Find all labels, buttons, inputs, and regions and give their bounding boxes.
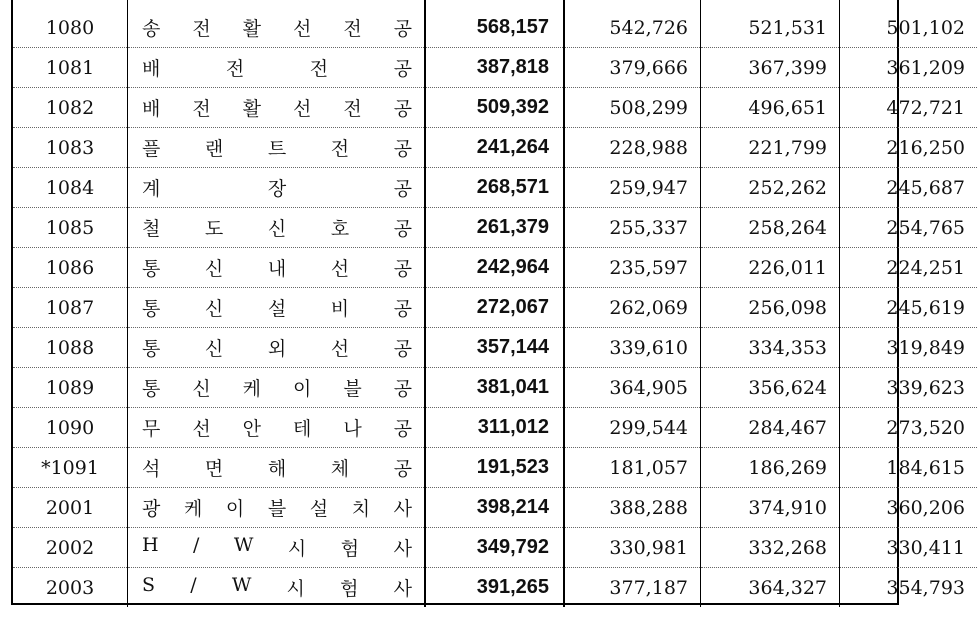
job-name-cell: [128, 48, 426, 88]
wage-prev-2-cell: 252,262: [701, 168, 840, 208]
job-name-text: 철 도 신 호 공: [142, 218, 412, 240]
wage-prev-3-cell: 245,619: [840, 288, 977, 328]
job-name-cell: [128, 568, 426, 608]
wage-prev-1-cell: 508,299: [564, 88, 701, 128]
wage-prev-1-cell: 379,666: [564, 48, 701, 88]
wage-prev-1-cell: 235,597: [564, 248, 701, 288]
wage-current-cell: 387,818: [425, 48, 564, 88]
job-name-text: 송 전 활 선 전 공: [142, 18, 412, 40]
table-row: [13, 8, 977, 48]
job-code-cell: 1087: [13, 288, 128, 328]
job-name-text: 통 신 설 비 공: [142, 298, 412, 320]
job-code-cell: 1089: [13, 368, 128, 408]
wage-current-cell: 191,523: [425, 448, 564, 488]
job-code-cell: 2001: [13, 488, 128, 528]
wage-prev-2-cell: 356,624: [701, 368, 840, 408]
job-name-text: 통 신 외 선 공: [142, 338, 412, 360]
wage-prev-1-cell: 330,981: [564, 528, 701, 568]
wage-prev-2-cell: 496,651: [701, 88, 840, 128]
wage-prev-3-cell: 216,250: [840, 128, 977, 168]
wage-prev-2-cell: 226,011: [701, 248, 840, 288]
table-row: [13, 248, 977, 288]
wage-prev-1-cell: 542,726: [564, 8, 701, 48]
table-row: [13, 408, 977, 448]
table-row: [13, 568, 977, 608]
wage-table-container: [11, 0, 965, 605]
job-name-text: 배 전 전 공: [142, 58, 412, 80]
wage-prev-3-cell: 330,411: [840, 528, 977, 568]
wage-prev-3-cell: 224,251: [840, 248, 977, 288]
table-row: [13, 528, 977, 568]
wage-prev-2-cell: 521,531: [701, 8, 840, 48]
job-name-cell: [128, 208, 426, 248]
wage-prev-2-cell: 221,799: [701, 128, 840, 168]
job-name-text: 통 신 케 이 블 공: [142, 378, 412, 400]
wage-current-cell: 391,265: [425, 568, 564, 608]
wage-prev-1-cell: 262,069: [564, 288, 701, 328]
wage-prev-3-cell: 245,687: [840, 168, 977, 208]
wage-prev-3-cell: 354,793: [886, 576, 965, 599]
wage-prev-1-cell: 364,905: [564, 368, 701, 408]
wage-prev-3-cell: 273,520: [840, 408, 977, 448]
wage-current-cell: 349,792: [425, 528, 564, 568]
job-name-cell: [128, 408, 426, 448]
job-name-text: 플 랜 트 전 공: [142, 138, 412, 160]
table-row: [13, 168, 977, 208]
job-name-text: S / W 시 험 사: [142, 574, 412, 600]
job-name-text: 계 장 공: [142, 178, 412, 200]
wage-prev-1-cell: 388,288: [564, 488, 701, 528]
wage-prev-3-cell: 184,615: [840, 448, 977, 488]
job-name-text: 무 선 안 테 나 공: [142, 418, 412, 440]
job-name-cell: [128, 88, 426, 128]
job-name-text: 광 케 이 블 설 치 사: [142, 498, 412, 520]
wage-prev-2-cell: 334,353: [701, 328, 840, 368]
wage-prev-3-cell: 360,206: [840, 488, 977, 528]
wage-current-cell: 381,041: [425, 368, 564, 408]
job-name-cell: [128, 528, 426, 568]
job-name-text: H / W 시 험 사: [142, 534, 412, 560]
wage-current-cell: 272,067: [425, 288, 564, 328]
job-name-cell: [128, 248, 426, 288]
wage-prev-1-cell: 228,988: [564, 128, 701, 168]
wage-current-cell: 509,392: [425, 88, 564, 128]
job-code-cell: 2003: [13, 568, 128, 608]
table-top-gap: [13, 0, 977, 8]
wage-prev-2-cell: 367,399: [701, 48, 840, 88]
job-name-cell: [128, 448, 426, 488]
job-name-cell: [128, 128, 426, 168]
wage-current-cell: 357,144: [425, 328, 564, 368]
job-name-text: 배 전 활 선 전 공: [142, 98, 412, 120]
job-code-cell: 1090: [13, 408, 128, 448]
wage-prev-2-cell: 374,910: [701, 488, 840, 528]
wage-prev-3-cell: 254,765: [840, 208, 977, 248]
wage-current-cell: 398,214: [425, 488, 564, 528]
job-code-cell: 1088: [13, 328, 128, 368]
wage-current-cell: 311,012: [425, 408, 564, 448]
wage-current-cell: 268,571: [425, 168, 564, 208]
wage-table-body: [13, 0, 977, 607]
table-row: [13, 488, 977, 528]
job-name-cell: [128, 288, 426, 328]
wage-prev-3-cell: 472,721: [840, 88, 977, 128]
job-name-text: 통 신 내 선 공: [142, 258, 412, 280]
job-code-cell: 1081: [13, 48, 128, 88]
wage-prev-1-cell: 259,947: [564, 168, 701, 208]
job-code-cell: *1091: [13, 448, 128, 488]
wage-prev-2-cell: 258,264: [701, 208, 840, 248]
wage-prev-1-cell: 255,337: [564, 208, 701, 248]
job-code-cell: 1082: [13, 88, 128, 128]
wage-prev-1-cell: 299,544: [564, 408, 701, 448]
wage-prev-1-cell: 377,187: [564, 568, 701, 608]
wage-prev-3-cell: 319,849: [840, 328, 977, 368]
wage-table: [13, 0, 977, 607]
job-name-cell: [128, 8, 426, 48]
job-code-cell: 1086: [13, 248, 128, 288]
wage-prev-3-cell: 361,209: [840, 48, 977, 88]
job-code-cell: 1085: [13, 208, 128, 248]
wage-current-cell: 261,379: [425, 208, 564, 248]
table-row: [13, 448, 977, 488]
job-name-cell: [128, 368, 426, 408]
job-name-cell: [128, 168, 426, 208]
job-name-cell: [128, 488, 426, 528]
wage-prev-1-cell: 339,610: [564, 328, 701, 368]
job-code-cell: 1084: [13, 168, 128, 208]
wage-current-cell: 241,264: [425, 128, 564, 168]
job-name-cell: [128, 328, 426, 368]
table-row: [13, 368, 977, 408]
wage-prev-3-cell: 501,102: [840, 8, 977, 48]
wage-prev-2-cell: 332,268: [701, 528, 840, 568]
job-code-cell: 1083: [13, 128, 128, 168]
wage-prev-2-cell: 364,327: [701, 568, 840, 608]
wage-prev-2-cell: 284,467: [701, 408, 840, 448]
wage-prev-2-cell: 256,098: [701, 288, 840, 328]
wage-prev-3-cell: 339,623: [840, 368, 977, 408]
table-row: [13, 128, 977, 168]
table-row: [13, 208, 977, 248]
wage-prev-2-cell: 186,269: [701, 448, 840, 488]
table-row: [13, 88, 977, 128]
job-code-cell: 1080: [13, 8, 128, 48]
table-row: [13, 48, 977, 88]
table-row: [13, 288, 977, 328]
table-row: [13, 328, 977, 368]
job-name-text: 석 면 해 체 공: [142, 458, 412, 480]
job-code-cell: 2002: [13, 528, 128, 568]
wage-prev-1-cell: 181,057: [564, 448, 701, 488]
wage-current-cell: 242,964: [425, 248, 564, 288]
wage-current-cell: 568,157: [425, 8, 564, 48]
